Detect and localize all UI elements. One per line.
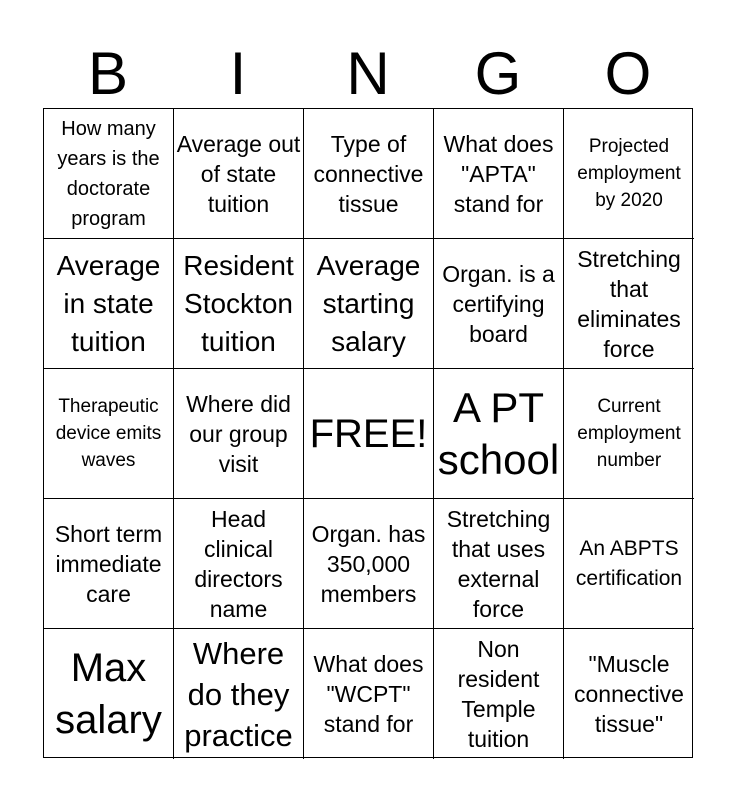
header-letter-b: B (87, 40, 129, 107)
bingo-card-grid (43, 108, 693, 758)
cell-text: Stretching that uses external force (446, 505, 551, 622)
bingo-cell[interactable] (434, 629, 564, 759)
bingo-cell[interactable] (434, 369, 564, 499)
header-letter-i: I (229, 40, 247, 107)
cell-text: Organ. has 350,000 members (311, 520, 426, 607)
cell-text: "Muscle connective tissue" (574, 651, 684, 737)
bingo-cell[interactable] (174, 629, 304, 759)
cell-text: Resident Stockton tuition (183, 249, 294, 357)
bingo-cell[interactable] (44, 629, 174, 759)
bingo-cell[interactable] (434, 499, 564, 629)
header-letter-o: O (604, 40, 652, 107)
bingo-cell[interactable] (304, 239, 434, 369)
cell-text: Organ. is a certifying board (442, 260, 555, 347)
bingo-cell[interactable] (174, 369, 304, 499)
header-letter-g: G (474, 40, 522, 107)
bingo-cell[interactable] (304, 499, 434, 629)
bingo-cell[interactable] (564, 239, 694, 369)
cell-text: Short term immediate care (54, 520, 163, 607)
cell-text: Stretching that eliminates force (577, 245, 681, 362)
bingo-cell[interactable] (304, 109, 434, 239)
bingo-cell[interactable] (44, 499, 174, 629)
cell-text: Projected employment by 2020 (577, 136, 681, 211)
bingo-header (43, 42, 693, 106)
bingo-cell[interactable] (174, 499, 304, 629)
cell-text: Therapeutic device emits waves (55, 396, 162, 471)
cell-text: Max salary (55, 646, 162, 742)
bingo-cell[interactable] (174, 239, 304, 369)
cell-text: What does "WCPT" stand for (313, 651, 424, 737)
cell-text: Average starting salary (316, 249, 421, 357)
cell-text: Current employment number (577, 396, 681, 471)
bingo-cell[interactable] (174, 109, 304, 239)
bingo-cell[interactable] (564, 499, 694, 629)
cell-text: Head clinical directors name (194, 505, 283, 622)
cell-text: Average in state tuition (56, 249, 161, 357)
cell-text: A PT school (437, 383, 560, 483)
bingo-cell[interactable] (434, 109, 564, 239)
header-letter-n: N (346, 40, 390, 107)
bingo-cell[interactable] (434, 239, 564, 369)
bingo-cell[interactable] (44, 109, 174, 239)
cell-text: How many years is the doctorate program (57, 117, 160, 230)
bingo-cell[interactable] (44, 369, 174, 499)
cell-text: Type of connective tissue (313, 130, 424, 217)
cell-text: Non resident Temple tuition (457, 636, 540, 752)
bingo-cell-free[interactable] (304, 369, 434, 499)
cell-text: Where do they practice (184, 635, 293, 753)
cell-text: Average out of state tuition (176, 130, 301, 217)
bingo-cell[interactable] (564, 109, 694, 239)
cell-text: An ABPTS certification (575, 536, 683, 590)
bingo-cell[interactable] (564, 629, 694, 759)
cell-text: What does "APTA" stand for (443, 130, 554, 217)
free-space-text: FREE! (309, 411, 428, 456)
bingo-cell[interactable] (44, 239, 174, 369)
bingo-cell[interactable] (304, 629, 434, 759)
cell-text: Where did our group visit (186, 390, 291, 477)
bingo-cell[interactable] (564, 369, 694, 499)
